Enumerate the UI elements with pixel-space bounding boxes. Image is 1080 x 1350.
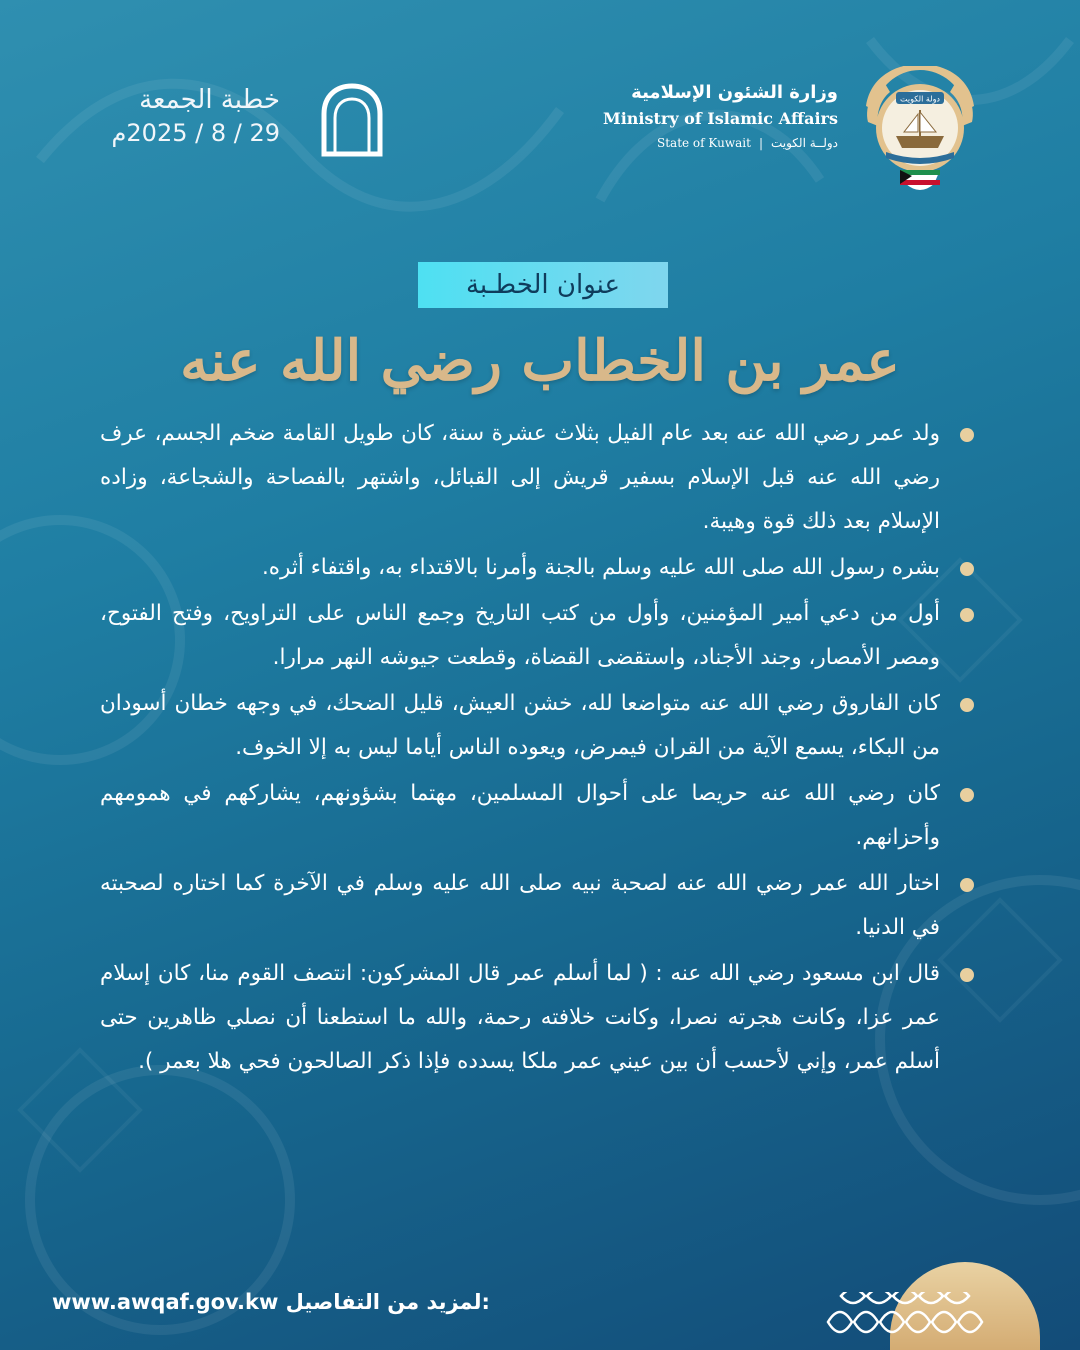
ministry-info: [603, 82, 838, 150]
ministry-name-en: Ministry of Islamic Affairs: [602, 109, 838, 128]
khutbah-info: [100, 85, 280, 147]
point-text: قال ابن مسعود رضي الله عنه : ( لما أسلم عمر قال المشركون: انتصف القوم منا، كان إسلام عمر عزا، وكانت هجرته نصرا، وكانت خلافته رحمة، والله ما استطعنا أن نصلي ظاهرين حتى أسلم عمر، وإني لأحسب أن بين عيني عمر ملكا يسدده فإذا ذكر الصالحون فحي هلا بعمر ).: [100, 961, 940, 1074]
khutbah-title-label: عنوان الخطـبة: [418, 262, 668, 308]
point-text: بشره رسول الله صلى الله عليه وسلم بالجنة وأمرنا بالاقتداء به، واقتفاء أثره.: [261, 555, 940, 580]
kuwait-emblem: [860, 66, 980, 198]
list-item: [100, 412, 976, 544]
point-text: كان رضي الله عنه حريصا على أحوال المسلمين، مهتما بشؤونهم، يشاركهم في همومهم وأحزانهم.: [100, 781, 940, 850]
ministry-name-ar: وزارة الشئون الإسلامية: [631, 82, 838, 103]
header: [0, 60, 1080, 200]
emblem-text: دولة الكويت: [900, 94, 940, 104]
bullet-dot-icon: [960, 968, 974, 982]
point-text: أول من دعي أمير المؤمنين، وأول من كتب التاريخ وجمع الناس على التراويح، وفتح الفتوح، ومصر الأمصار، وجند الأجناد، واستقضى القضاة، وقطعت جيوشه النهر مرارا.: [100, 601, 940, 670]
point-text: كان الفاروق رضي الله عنه متواضعا لله، خشن العيش، قليل الضحك، في وجهه خطان أسودان من البكاء، يسمع الآية من القران فيمرض، ويعوده الناس أياما ليس به إلا الخوف.: [100, 691, 940, 760]
list-item: [100, 952, 976, 1084]
list-item: [100, 682, 976, 770]
khutbah-label: خطبة الجمعة: [139, 85, 280, 115]
bullet-dot-icon: [960, 428, 974, 442]
list-item: [100, 546, 976, 590]
mosque-arch-icon: [318, 80, 386, 158]
bullet-dot-icon: [960, 608, 974, 622]
bullet-dot-icon: [960, 698, 974, 712]
point-text: ولد عمر رضي الله عنه بعد عام الفيل بثلاث عشرة سنة، كان طويل القامة ضخم الجسم، عرف رضي الله عنه قبل الإسلام بسفير قريش إلى القبائل، واشتهر بالفصاحة والشجاعة، وزاده الإسلام بعد ذلك قوة وهيبة.: [100, 421, 940, 534]
list-item: [100, 862, 976, 950]
footer-link[interactable]: [52, 1290, 490, 1314]
state-ar: دولــة الكويت: [770, 136, 838, 150]
list-item: [100, 592, 976, 680]
khutbah-title: عمر بن الخطاب رضي الله عنه: [180, 328, 900, 394]
state-separator: |: [758, 136, 763, 150]
state-en: State of Kuwait: [657, 136, 751, 150]
khutbah-points: [100, 412, 976, 1086]
list-item: [100, 772, 976, 860]
bullet-dot-icon: [960, 878, 974, 892]
website-url[interactable]: www.awqaf.gov.kw: [52, 1290, 279, 1314]
more-details-label: لمزيد من التفاصيل:: [285, 1290, 490, 1314]
bullet-dot-icon: [960, 788, 974, 802]
point-text: اختار الله عمر رضي الله عنه لصحبة نبيه صلى الله عليه وسلم في الآخرة كما اختاره لصحبته في الدنيا.: [100, 871, 940, 940]
lattice-pattern-icon: [826, 1292, 990, 1350]
state-line: [603, 136, 838, 150]
khutbah-date: 29 / 8 / 2025م: [111, 119, 280, 147]
bullet-dot-icon: [960, 562, 974, 576]
